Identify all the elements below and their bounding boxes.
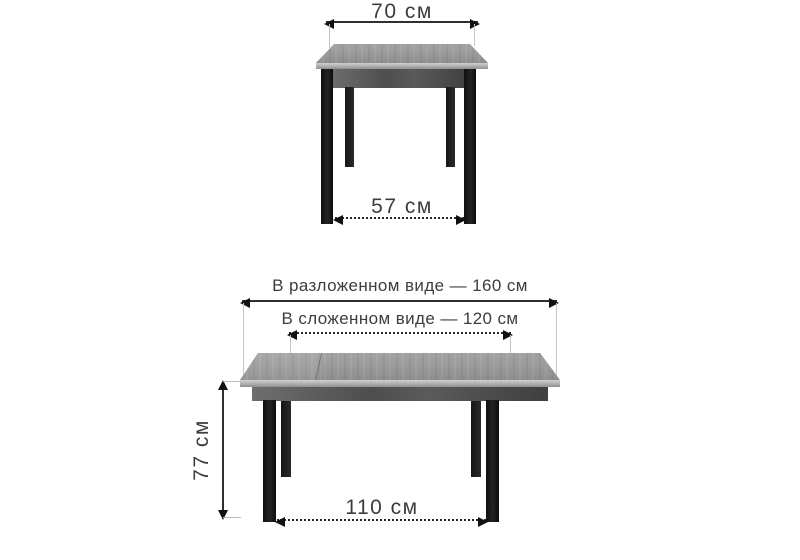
side-back-right-leg xyxy=(446,87,455,167)
arrowhead-left-icon xyxy=(287,330,297,340)
extension-line xyxy=(223,381,243,382)
side-leg-span-dimension-line xyxy=(335,217,464,219)
front-front-left-leg xyxy=(263,400,276,522)
arrowhead-right-icon xyxy=(503,330,513,340)
side-leg-span-label: 57 см xyxy=(371,195,433,218)
front-leg-span-dimension-line xyxy=(277,519,486,521)
folded-width-dimension-line xyxy=(289,332,511,334)
front-tabletop-edge xyxy=(240,380,560,387)
front-table-apron xyxy=(252,387,548,401)
extended-width-dimension-line xyxy=(242,300,557,302)
front-leg-span-label: 110 см xyxy=(345,496,419,519)
arrowhead-right-icon xyxy=(470,19,480,29)
side-top-width-label: 70 см xyxy=(371,0,433,23)
front-back-left-leg xyxy=(281,401,291,477)
side-tabletop-surface xyxy=(316,44,488,63)
side-back-left-leg xyxy=(345,87,354,167)
arrowhead-left-icon xyxy=(275,517,285,527)
extension-line xyxy=(223,517,241,518)
arrowhead-right-icon xyxy=(456,215,466,225)
extension-leaf xyxy=(240,353,322,380)
arrowhead-left-icon xyxy=(240,298,250,308)
arrowhead-right-icon xyxy=(549,298,559,308)
height-dimension-line xyxy=(222,382,224,518)
extension-line xyxy=(329,24,330,48)
arrowhead-left-icon xyxy=(333,215,343,225)
extension-line xyxy=(510,335,511,356)
arrowhead-right-icon xyxy=(478,517,488,527)
extended-width-label: В разложенном виде — 160 см xyxy=(272,276,528,295)
arrowhead-down-icon xyxy=(218,510,228,520)
front-back-right-leg xyxy=(471,401,481,477)
height-label: 77 см xyxy=(190,419,213,481)
front-front-right-leg xyxy=(486,400,499,522)
side-top-width-dimension-line xyxy=(326,21,478,23)
front-tabletop-surface xyxy=(240,353,560,380)
folded-width-label: В сложенном виде — 120 см xyxy=(281,309,519,328)
extension-line xyxy=(474,24,475,46)
side-table-apron xyxy=(330,69,470,88)
